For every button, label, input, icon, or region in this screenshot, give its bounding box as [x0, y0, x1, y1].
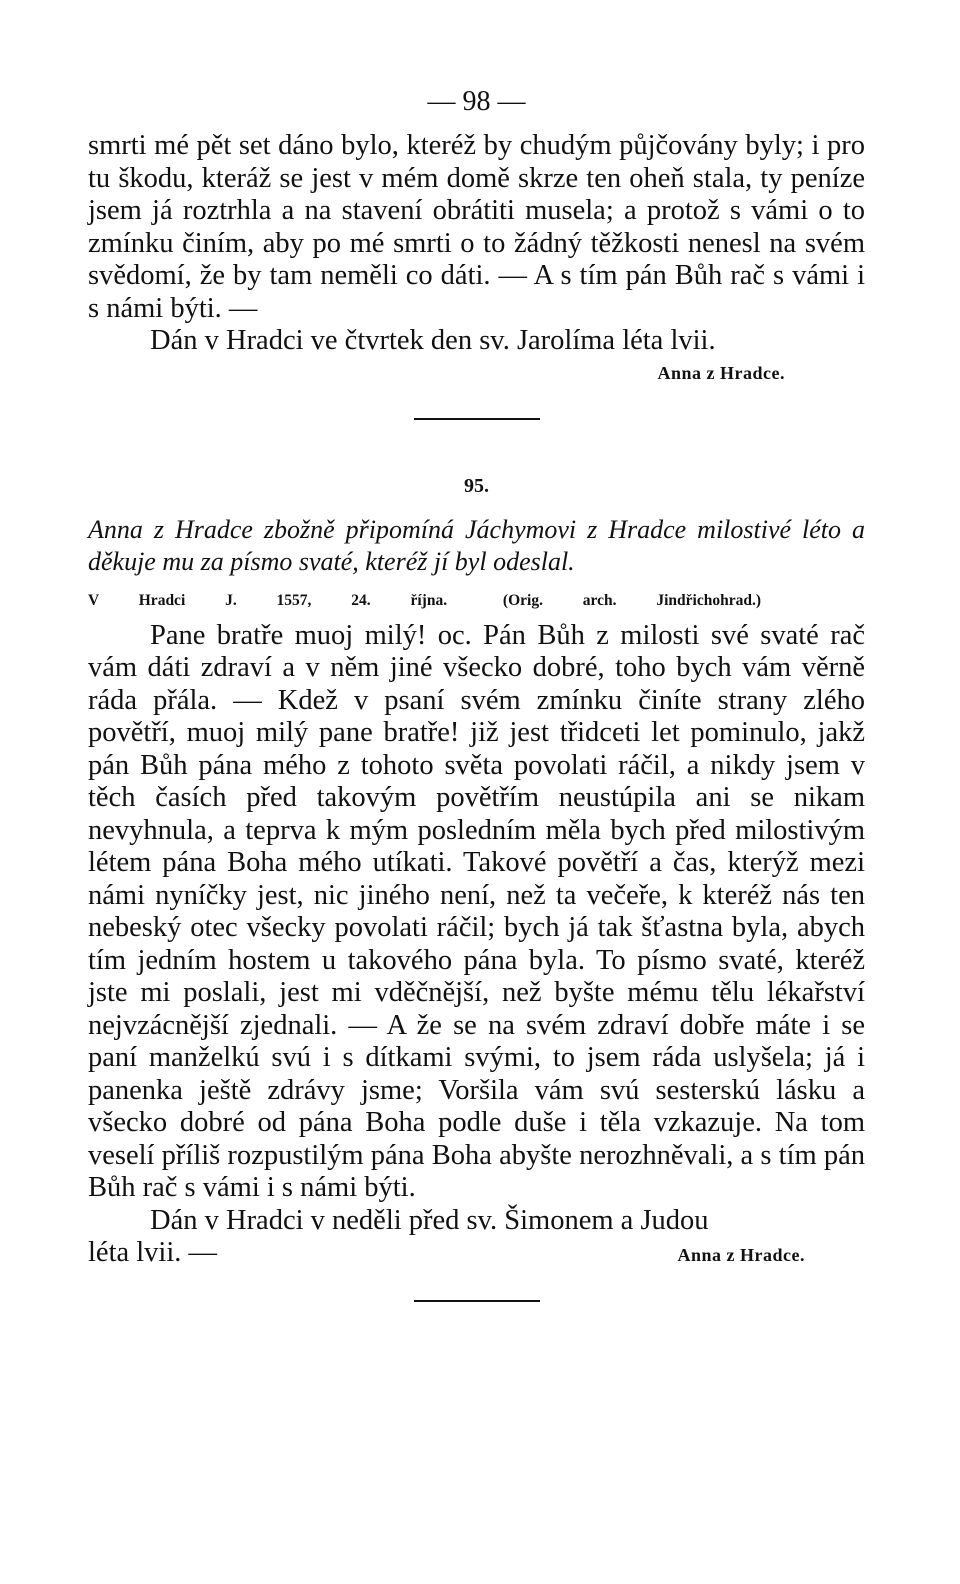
- letter-source-line: [88, 590, 865, 612]
- letter-dating: Dán v Hradci v neděli před sv. Šimonem a Judou: [150, 1204, 709, 1236]
- letter-summary: Anna z Hradce zbožně připomíná Jáchymovi z Hradce milostivé léto a děkuje mu za písmo svaté, kteréž jí byl odeslal.: [88, 514, 865, 576]
- letter-archive-source: (Orig. arch. Jindřichohrad.): [502, 591, 761, 609]
- end-divider: [414, 1300, 540, 1302]
- letter-place-date: V Hradci J. 1557, 24. října.: [88, 591, 448, 609]
- section-divider: [414, 418, 540, 420]
- page-number: — 98 —: [427, 86, 526, 117]
- previous-letter-ending: smrti mé pět set dáno bylo, kteréž by chudým půjčovány byly; i pro tu škodu, kteráž se jest v mém domě skrze ten oheň stala, ty peníze jsem já roztrhla a na stavení obrátiti musela; a protož s vámi o to zmínku činím, aby po mé smrti o to žádný těžkosti nenesl na svém svědomí, že by tam neměli co dáti. — A s tím pán Bůh rač s vámi i s námi býti. —: [88, 130, 865, 324]
- letter-body: Pane bratře muoj milý! oc. Pán Bůh z milosti své svaté rač vám dáti zdraví a v něm jiné všecko dobré, toho bych vám věrně ráda přála. — Kdež v psaní svém zmínku činíte strany zlého povětří, muoj milý pane bratře! již jest třidceti let pominulo, jakž pán Bůh pána mého z tohoto světa povolati ráčil, a nikdy jsem v těch časích před takovým povětřím neustúpila ani se nikam nevyhnula, a teprva k mým posledním měla bych před milostivým létem pána Boha mého utíkati. Takové povětří a čas, kterýž mezi námi nyníčky jest, nic jiného není, než ta večeře, k kteréž nás ten nebeský otec všecky povolati ráčil; bych já tak šťastna byla, abych tím jedním hostem u takového pána byla. To písmo svaté, kteréž jste mi poslali, jest mi vděčnější, než byšte mému tělu lékařství nejvzácnější zjednali. — A že se na svém zdraví dobře máte i se paní manželkú svú i s dítkami svými, to jsem ráda uslyšela; já i panenka ještě zdrávy jsme; Voršila vám svú sesterskú lásku a všecko dobré od pána Boha podle duše i těla vzkazuje. Na tom veselí příliš rozpustilým pána Boha abyšte nerozhněvali, a s tím pán Bůh rač s vámi i s námi býti.: [88, 619, 865, 1203]
- letter-closing-line: [88, 1237, 865, 1272]
- book-page: [88, 82, 865, 1302]
- letter-signature: Anna z Hradce.: [677, 1245, 805, 1265]
- previous-letter-signature: Anna z Hradce.: [657, 362, 785, 383]
- letter-dating-year: léta lvii. —: [88, 1237, 218, 1268]
- previous-letter-dating: Dán v Hradci ve čtvrtek den sv. Jarolíma léta lvii.: [150, 325, 716, 356]
- letter-number: 95.: [464, 474, 489, 497]
